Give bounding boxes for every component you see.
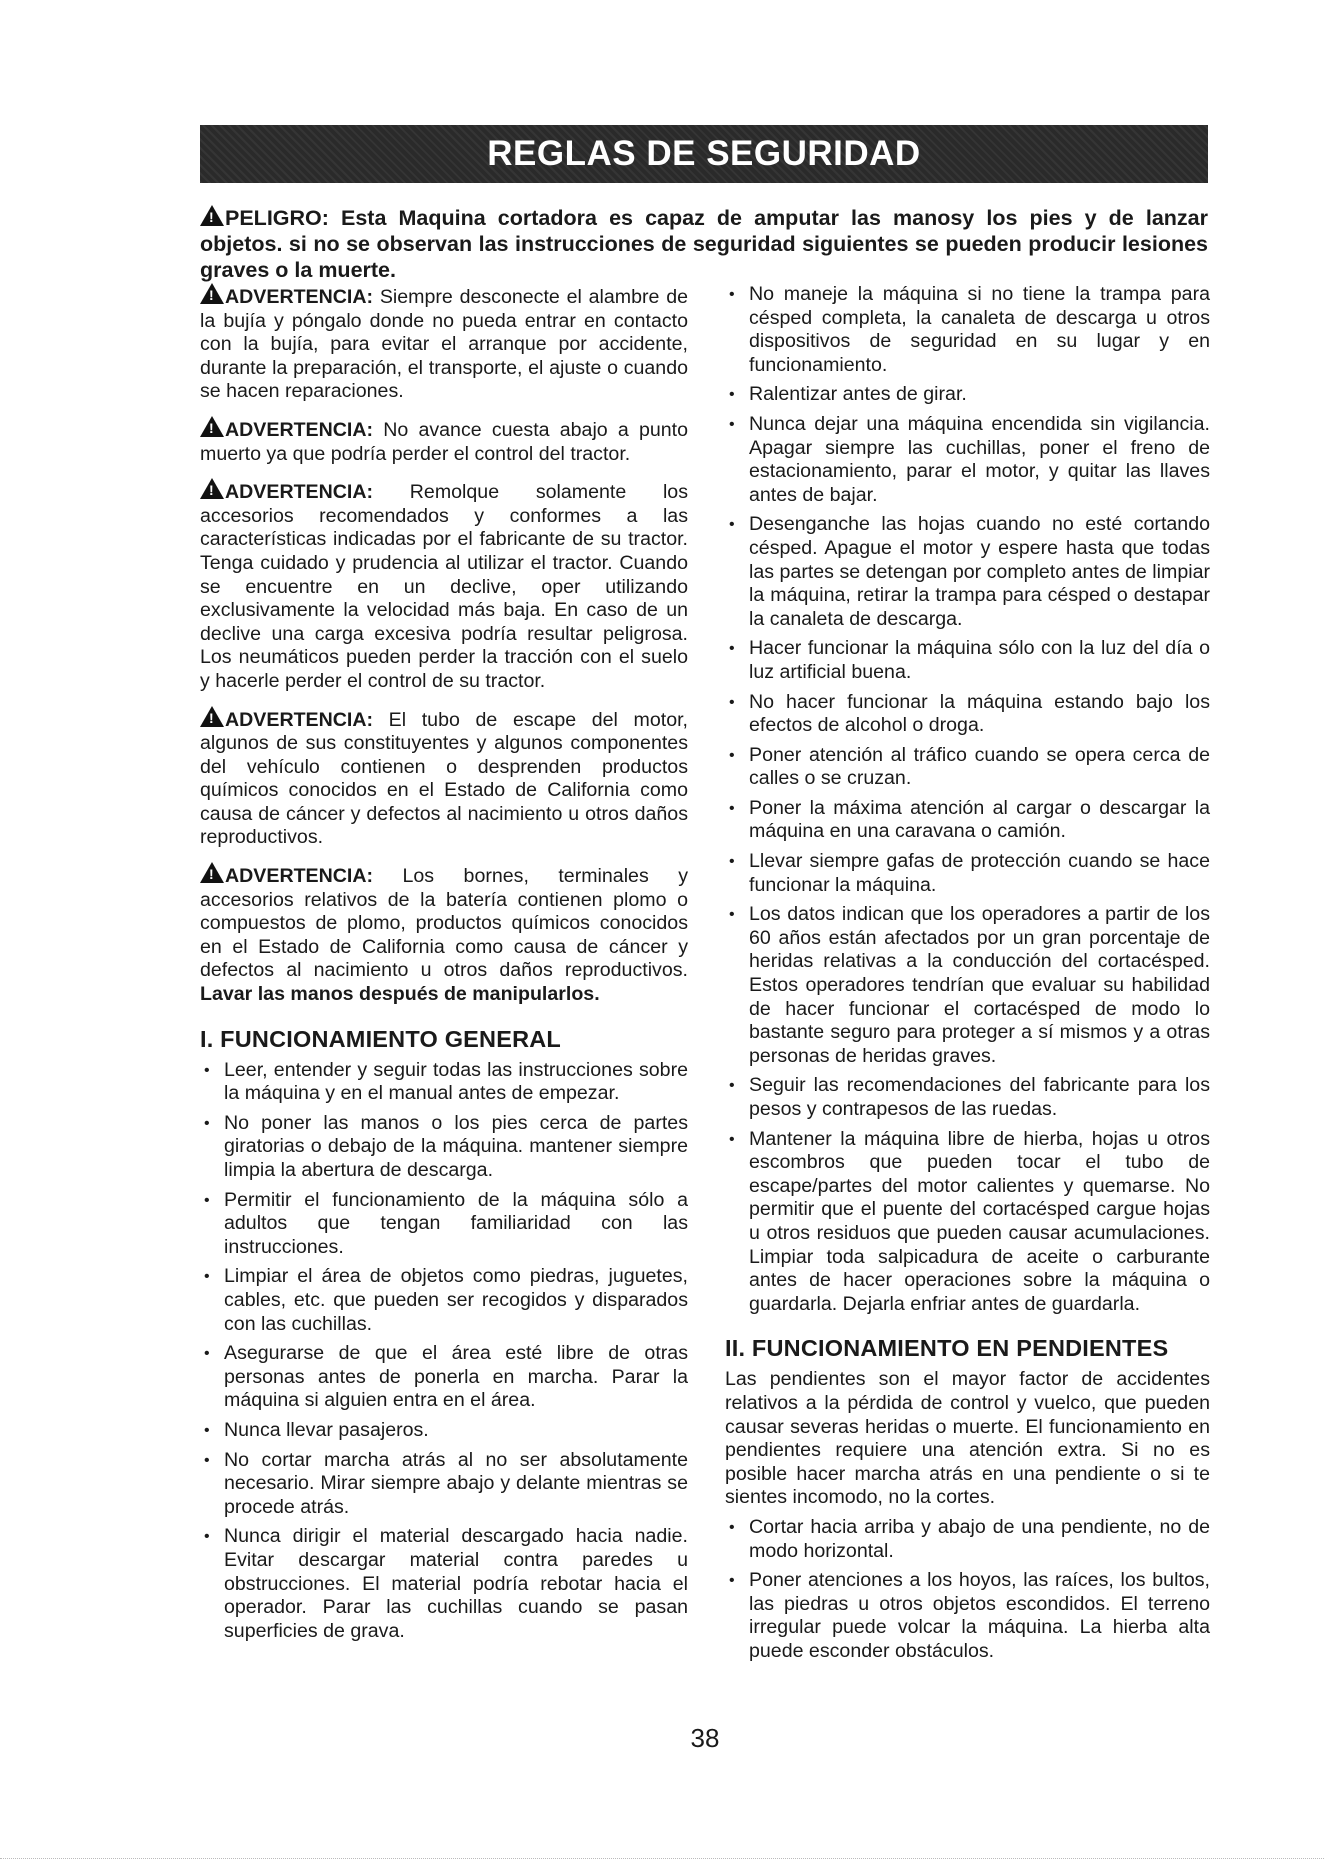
list-item: • Llevar siempre gafas de protección cuando se hace funcionar la máquina.: [725, 850, 1210, 897]
list-item: • Leer, entender y seguir todas las instrucciones sobre la máquina y en el manual antes de empezar.: [200, 1059, 688, 1106]
list-item: • Asegurarse de que el área esté libre de otras personas antes de ponerla en marcha. Parar la máquina si alguien entra en el área.: [200, 1342, 688, 1413]
general-rules-list: [200, 1059, 688, 1644]
list-item: • Limpiar el área de objetos como piedras, juguetes, cables, etc. que pueden ser recogidos y disparados con las cuchillas.: [200, 1265, 688, 1336]
danger-text: Esta Maquina cortadora es capaz de amputar las manosy los pies y de lanzar objetos. si no se observan las instrucciones de seguridad siguientes se pueden producir lesiones graves o la muerte.: [200, 206, 1208, 282]
warning-triangle-icon: [200, 283, 224, 304]
warning-label: ADVERTENCIA:: [225, 708, 374, 731]
danger-label: PELIGRO:: [225, 206, 329, 230]
list-item: • Cortar hacia arriba y abajo de una pendiente, no de modo horizontal.: [725, 1516, 1210, 1563]
list-item: • Desenganche las hojas cuando no esté cortando césped. Apague el motor y espere hasta que todas las partes se detengan por completo antes de limpiar la máquina, retirar la trampa para césped o destapar la canaleta de descarga.: [725, 513, 1210, 631]
list-item: • Permitir el funcionamiento de la máquina sólo a adultos que tengan familiaridad con las instrucciones.: [200, 1189, 688, 1260]
warning-label: ADVERTENCIA:: [225, 865, 374, 888]
warning-triangle-icon: [200, 478, 224, 499]
warning-label: ADVERTENCIA:: [225, 418, 374, 441]
warning-text: Los bornes, terminales y accesorios relativos de la batería contienen plomo o compuestos de plomo, productos químicos conocidos en el Estado de California como causa de cáncer y defectos al nacimiento u otros daños reproductivos.: [200, 865, 688, 982]
list-item: • Los datos indican que los operadores a partir de los 60 años están afectados por un gran porcentaje de heridas relativas a la conducción del cortacésped. Estos operadores tendrían que evaluar su habilidad de hacer funcionar el cortacésped de modo lo bastante seguro para proteger a sí mismos y a otras personas de heridas graves.: [725, 903, 1210, 1068]
page-title: REGLAS DE SEGURIDAD: [487, 134, 921, 173]
warning-4: [200, 706, 688, 851]
list-item: • Hacer funcionar la máquina sólo con la luz del día o luz artificial buena.: [725, 637, 1210, 684]
list-item: • Poner atenciones a los hoyos, las raíces, los bultos, las piedras u otros objetos escondidos. El terreno irregular puede volcar la máquina. La hierba alta puede esconder obstáculos.: [725, 1569, 1210, 1663]
warning-2: [200, 416, 688, 466]
section-heading-general: I. FUNCIONAMIENTO GENERAL: [200, 1025, 561, 1052]
list-item: • Poner atención al tráfico cuando se opera cerca de calles o se cruzan.: [725, 744, 1210, 791]
warning-3: [200, 478, 688, 693]
list-item: • No cortar marcha atrás al no ser absolutamente necesario. Mirar siempre abajo y delante mientras se procede atrás.: [200, 1449, 688, 1520]
list-item: • No poner las manos o los pies cerca de partes giratorias o debajo de la máquina. mantener siempre limpia la abertura de descarga.: [200, 1112, 688, 1183]
warning-triangle-icon: [200, 706, 224, 727]
list-item: • No hacer funcionar la máquina estando bajo los efectos de alcohol o droga.: [725, 691, 1210, 738]
list-item: • Poner la máxima atención al cargar o descargar la máquina en una caravana o camión.: [725, 797, 1210, 844]
list-item: • No maneje la máquina si no tiene la trampa para césped completa, la canaleta de descarga u otros dispositivos de seguridad en su lugar y en funcionamiento.: [725, 283, 1210, 377]
list-item: • Nunca dejar una máquina encendida sin vigilancia. Apagar siempre las cuchillas, poner el freno de estacionamiento, parar el motor, y quitar las llaves antes de bajar.: [725, 413, 1210, 507]
page-number: 38: [690, 1723, 720, 1753]
warning-label: ADVERTENCIA:: [225, 481, 374, 504]
list-item: • Mantener la máquina libre de hierba, hojas u otros escombros que pueden tocar el tubo de escape/partes del motor calientes y quemarse. No permitir que el puente del cortacésped cargue hojas u otros residuos que pueden causar acumulaciones. Limpiar toda salpicadura de aceite o carburante antes de hacer operaciones sobre la máquina o guardarla. Dejarla enfriar antes de guardarla.: [725, 1128, 1210, 1317]
danger-notice: [200, 205, 1208, 283]
slopes-rules-list: [725, 1516, 1210, 1664]
warning-text: No avance cuesta abajo a punto muerto ya que podría perder el control del tractor.: [200, 418, 688, 465]
left-column: [200, 283, 688, 1649]
warning-text: El tubo de escape del motor, algunos de sus constituyentes y algunos componentes del vehículo contienen o desprenden productos químicos conocidos en el Estado de California como causa de cáncer y defectos al nacimiento u otros daños reproductivos.: [200, 708, 688, 849]
warning-1: [200, 283, 688, 404]
list-item: • Ralentizar antes de girar.: [725, 383, 1210, 407]
warning-5: [200, 862, 688, 1007]
section-heading-slopes: II. FUNCIONAMIENTO EN PENDIENTES: [725, 1335, 1169, 1362]
warning-text: Siempre desconecte el alambre de la bujía y póngalo donde no pueda entrar en contacto con la bujía, para evitar el arranque por accidente, durante la preparación, el transporte, el ajuste o cuando se hacen reparaciones.: [200, 286, 688, 403]
warning-text: Remolque solamente los accesorios recomendados y conformes a las características indicadas por el fabricante de su tractor. Tenga cuidado y prudencia al utilizar el tractor. Cuando se encuentre en un declive, oper utilizando exclusivamente la velocidad más baja. En caso de un declive una carga excesiva podría resultar peligrosa. Los neumáticos pueden perder la tracción con el suelo y hacerle perder el control de su tractor.: [200, 481, 688, 692]
title-banner: [200, 125, 1208, 183]
warning-triangle-icon: [200, 416, 224, 437]
warning-bold-text: Lavar las manos después de manipularlos.: [200, 983, 600, 1006]
list-item: • Nunca dirigir el material descargado hacia nadie. Evitar descargar material contra paredes u obstrucciones. El material podría rebotar hacia el operador. Parar las cuchillas cuando se pasan superficies de grava.: [200, 1525, 688, 1643]
list-item: • Nunca llevar pasajeros.: [200, 1419, 688, 1443]
general-rules-list-continued: [725, 283, 1210, 1316]
slopes-intro: Las pendientes son el mayor factor de accidentes relativos a la pérdida de control y vuelco, que pueden causar severas heridas o muerte. El funcionamiento en pendientes requiere una atención extra. Si no es posible hacer marcha atrás en una pendiente o si te sientes incomodo, no la cortes.: [725, 1368, 1210, 1509]
warning-triangle-icon: [200, 205, 224, 226]
warning-triangle-icon: [200, 862, 224, 883]
list-item: • Seguir las recomendaciones del fabricante para los pesos y contrapesos de las ruedas.: [725, 1074, 1210, 1121]
right-column: [725, 283, 1210, 1669]
page-edge-divider: [0, 1858, 1324, 1860]
warning-label: ADVERTENCIA:: [225, 286, 374, 308]
